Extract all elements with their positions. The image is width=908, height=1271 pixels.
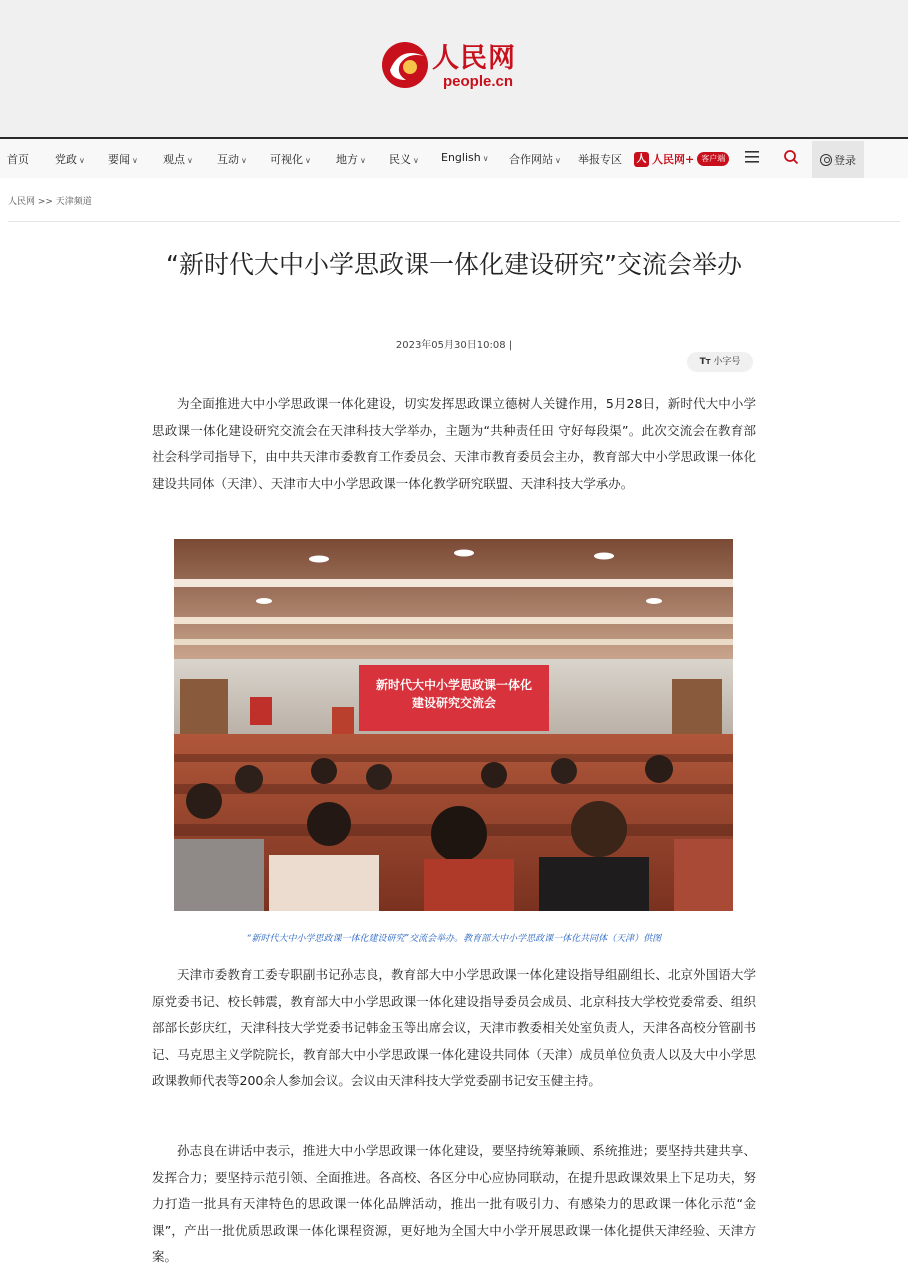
login-label: 登录 (834, 153, 856, 167)
nav-item-local[interactable]: 地方 ∨ (336, 153, 366, 166)
nav-item-report[interactable]: 举报专区 (578, 153, 622, 166)
font-size-icon: TT (699, 357, 711, 367)
banner-title-line2: 建设研究交流会 (411, 696, 497, 710)
site-logo[interactable] (380, 36, 530, 94)
article-paragraph: 孙志良在讲话中表示，推进大中小学思政课一体化建设，要坚持统筹兼顾、系统推进；要坚持共建共享、发挥合力；要坚持示范引领、全面推进。各高校、各区分中心应协同联动，在提升思政课效果上下足功夫，努力打造一批具有天津特色的思政课一体化品牌活动，推出一批有吸引力、有感染力的思政课一体化示范“金课”，产出一批优质思政课一体化课程资源，更好地为全国大中小学开展思政课一体化提供天津经验、天津方案。 (152, 1143, 756, 1264)
chevron-down-icon: ∨ (305, 156, 311, 165)
search-icon[interactable] (783, 149, 799, 165)
main-nav (0, 137, 908, 178)
article-photo (174, 539, 733, 911)
nav-item-party[interactable]: 党政 ∨ (55, 153, 85, 166)
article-paragraph: 为全面推进大中小学思政课一体化建设，切实发挥思政课立德树人关键作用，5月28日，新时代大中小学思政课一体化建设研究交流会在天津科技大学举办，主题为“共种责任田 守好每段渠”。此次交流会在教育部社会科学司指导下，由中共天津市委教育工作委员会、天津市教育委员会主办，教育部大中小学思政课一体化建设共同体（天津）、天津市大中小学思政课一体化教学研究联盟、天津科技大学承办。 (152, 396, 756, 491)
chevron-down-icon: ∨ (482, 154, 489, 163)
photo-caption: “新时代大中小学思政课一体化建设研究”交流会举办。教育部大中小学思政课一体化共同体（天津）供图 (246, 934, 662, 944)
people-plus-label: 人民网+ (652, 153, 695, 166)
login-button[interactable] (812, 141, 864, 178)
article-title: “新时代大中小学思政课一体化建设研究”交流会举办 (166, 250, 742, 279)
site-header (0, 0, 908, 137)
chevron-down-icon: ∨ (360, 156, 366, 165)
chevron-down-icon: ∨ (79, 156, 85, 165)
article-paragraph: 天津市委教育工委专职副书记孙志良，教育部大中小学思政课一体化建设指导组副组长、北京外国语大学原党委书记、校长韩震，教育部大中小学思政课一体化建设指导委员会成员、北京科技大学校党委常委、组织部部长彭庆红，天津科技大学党委书记韩金玉等出席会议，天津市教委相关处室负责人，天津各高校分管副书记、马克思主义学院院长，教育部大中小学思政课一体化建设共同体（天津）成员单位负责人以及大中小学思政课教师代表等200余人参加会议。会议由天津科技大学党委副书记安玉健主持。 (152, 967, 756, 1088)
people-plus-icon: 人 (634, 152, 649, 167)
font-size-toggle[interactable] (687, 352, 753, 372)
nav-item-visual[interactable]: 可视化 ∨ (270, 153, 311, 166)
user-icon (820, 154, 832, 166)
nav-item-interact[interactable]: 互动 ∨ (217, 153, 247, 166)
nav-item-english[interactable]: English ∨ (441, 151, 489, 164)
chevron-down-icon: ∨ (132, 156, 138, 165)
logo-domain: people.cn (443, 73, 514, 90)
chevron-down-icon: ∨ (413, 156, 419, 165)
nav-item-opinion[interactable]: 观点 ∨ (163, 153, 193, 166)
people-logo-icon (380, 40, 430, 90)
client-badge: 客户端 (697, 152, 729, 166)
conference-hall-image (174, 539, 733, 911)
nav-item-partners[interactable]: 合作网站 ∨ (509, 153, 561, 166)
publish-time: 2023年05月30日10:08 | (395, 340, 513, 351)
banner-title-line1: 新时代大中小学思政课一体化 (375, 678, 533, 692)
chevron-down-icon: ∨ (241, 156, 247, 165)
menu-icon[interactable] (744, 150, 760, 164)
font-size-label: 小字号 (713, 357, 741, 367)
nav-item-home[interactable]: 首页 (7, 153, 29, 166)
divider (8, 221, 900, 222)
nav-item-news[interactable]: 要闻 ∨ (108, 153, 138, 166)
nav-item-public[interactable]: 民义 ∨ (389, 153, 419, 166)
breadcrumb[interactable]: 人民网 >> 天津频道 (8, 197, 92, 207)
chevron-down-icon: ∨ (555, 156, 561, 165)
people-plus-link[interactable] (634, 150, 729, 168)
chevron-down-icon: ∨ (187, 156, 193, 165)
logo-wordmark: 人民网 (432, 43, 516, 74)
